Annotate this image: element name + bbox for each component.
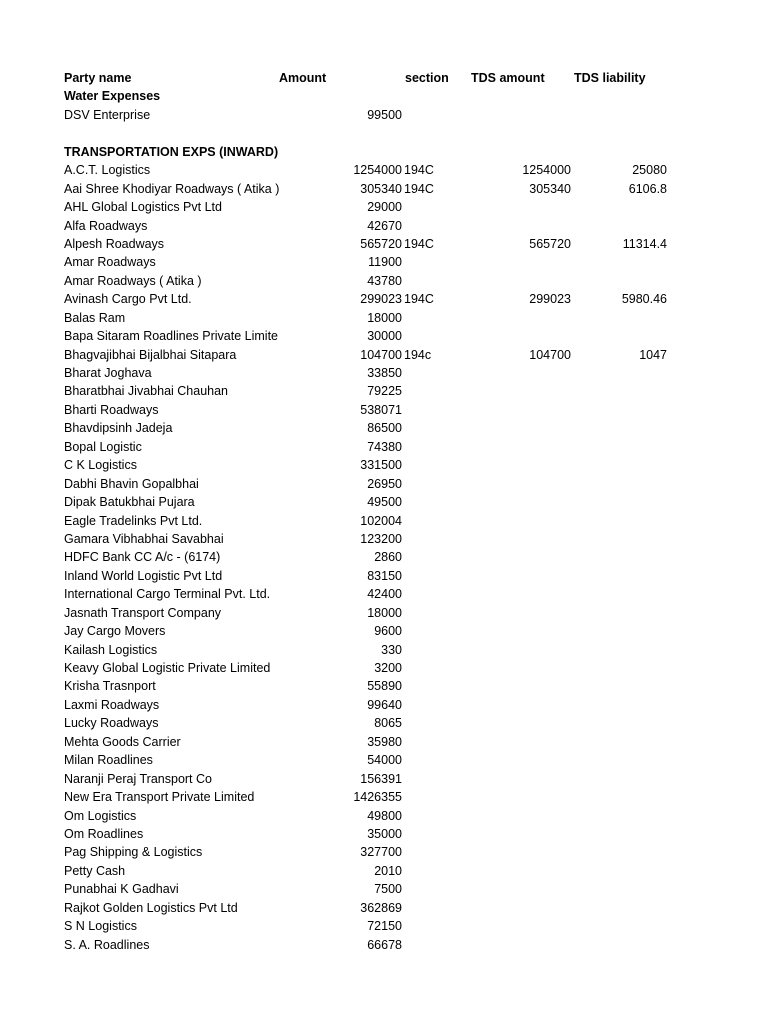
party-name-cell: Dabhi Bhavin Gopalbhai — [64, 476, 199, 491]
party-name-cell: AHL Global Logistics Pvt Ltd — [64, 200, 222, 215]
table-row — [64, 346, 704, 364]
table-row — [64, 382, 704, 400]
table-row — [64, 899, 704, 917]
amount-cell: 565720 — [360, 236, 402, 251]
amount-cell: 104700 — [360, 347, 402, 362]
party-name-cell: Bharatbhai Jivabhai Chauhan — [64, 384, 229, 399]
table-row — [64, 677, 704, 695]
amount-cell: 74380 — [367, 439, 402, 454]
party-name-cell: Mehta Goods Carrier — [64, 734, 181, 749]
party-name-cell: Punabhai K Gadhavi — [64, 882, 179, 897]
table-row — [64, 696, 704, 714]
party-name-cell: S N Logistics — [64, 919, 137, 934]
table-row — [64, 419, 704, 437]
amount-cell: 79225 — [367, 384, 402, 399]
amount-cell: 72150 — [367, 919, 402, 934]
table-row — [64, 567, 704, 585]
table-row — [64, 253, 704, 271]
table-row — [64, 880, 704, 898]
party-name-cell: Aai Shree Khodiyar Roadways ( Atika ) — [64, 181, 280, 196]
table-row — [64, 641, 704, 659]
table-row — [64, 604, 704, 622]
party-name-cell: Bharat Joghava — [64, 366, 152, 380]
header-tds-liability: TDS liability — [574, 71, 646, 85]
tds-amount-cell: 1254000 — [522, 163, 571, 178]
amount-cell: 55890 — [367, 679, 402, 694]
amount-cell: 33850 — [367, 366, 402, 380]
table-row — [64, 235, 704, 253]
table-row — [64, 751, 704, 769]
tds-sheet — [64, 69, 704, 954]
party-name-cell: Avinash Cargo Pvt Ltd. — [64, 292, 192, 307]
party-name-cell: Rajkot Golden Logistics Pvt Ltd — [64, 900, 238, 915]
tds-amount-cell: 305340 — [529, 181, 571, 196]
amount-cell: 99500 — [367, 107, 402, 122]
header-section: section — [405, 71, 449, 85]
party-name-cell: Eagle Tradelinks Pvt Ltd. — [64, 513, 203, 528]
table-row — [64, 936, 704, 954]
amount-cell: 26950 — [367, 476, 402, 491]
tds-liability-cell: 25080 — [632, 163, 667, 178]
amount-cell: 8065 — [374, 716, 402, 731]
table-row — [64, 917, 704, 935]
group-title-row — [64, 87, 704, 105]
table-row — [64, 659, 704, 677]
party-name-cell: Gamara Vibhabhai Savabhai — [64, 531, 224, 546]
table-row — [64, 530, 704, 548]
amount-cell: 331500 — [360, 458, 402, 473]
amount-cell: 156391 — [360, 771, 402, 786]
table-row — [64, 825, 704, 843]
party-name-cell: A.C.T. Logistics — [64, 163, 151, 178]
header-amount: Amount — [279, 71, 327, 85]
amount-cell: 362869 — [360, 900, 402, 915]
table-row — [64, 475, 704, 493]
table-row — [64, 714, 704, 732]
tds-liability-cell: 11314.4 — [622, 236, 667, 251]
table-row — [64, 106, 704, 124]
table-row — [64, 493, 704, 511]
tds-amount-cell: 565720 — [529, 236, 571, 251]
party-name-cell: Pag Shipping & Logistics — [64, 845, 203, 860]
party-name-cell: Balas Ram — [64, 310, 126, 325]
amount-cell: 11900 — [368, 255, 402, 270]
amount-cell: 42670 — [367, 218, 402, 233]
amount-cell: 86500 — [367, 421, 402, 436]
party-name-cell: Krisha Trasnport — [64, 679, 156, 694]
amount-cell: 18000 — [367, 605, 402, 620]
amount-cell: 102004 — [360, 513, 402, 528]
table-row — [64, 807, 704, 825]
table-row — [64, 438, 704, 456]
amount-cell: 538071 — [360, 402, 402, 417]
amount-cell: 42400 — [367, 587, 402, 602]
table-row — [64, 843, 704, 861]
amount-cell: 99640 — [367, 697, 402, 712]
party-name-cell: Jay Cargo Movers — [64, 624, 166, 639]
table-row — [64, 161, 704, 179]
amount-cell: 49500 — [367, 495, 402, 510]
tds-amount-cell: 299023 — [529, 292, 571, 307]
party-name-cell: Jasnath Transport Company — [64, 605, 222, 620]
spacer-row — [64, 124, 704, 142]
tds-liability-cell: 6106.8 — [628, 181, 667, 196]
amount-cell: 18000 — [367, 310, 402, 325]
section-cell: 194C — [404, 181, 434, 196]
group-title: TRANSPORTATION EXPS (INWARD) — [64, 144, 279, 159]
party-name-cell: Amar Roadways — [64, 255, 156, 270]
table-row — [64, 309, 704, 327]
table-row — [64, 401, 704, 419]
party-name-cell: Kailash Logistics — [64, 642, 158, 657]
table-row — [64, 733, 704, 751]
header-party-name: Party name — [64, 71, 132, 85]
amount-cell: 49800 — [367, 808, 402, 823]
table-row — [64, 770, 704, 788]
amount-cell: 2860 — [374, 550, 402, 565]
amount-cell: 35980 — [367, 734, 402, 749]
party-name-cell: Laxmi Roadways — [64, 697, 160, 712]
amount-cell: 43780 — [367, 273, 402, 288]
amount-cell: 1426355 — [353, 790, 402, 805]
tds-liability-cell: 5980.46 — [621, 292, 667, 307]
party-name-cell: Bharti Roadways — [64, 402, 159, 417]
amount-cell: 299023 — [360, 292, 402, 307]
party-name-cell: HDFC Bank CC A/c - (6174) — [64, 550, 221, 565]
amount-cell: 123200 — [360, 531, 402, 546]
party-name-cell: Petty Cash — [64, 863, 126, 878]
amount-cell: 1254000 — [353, 163, 402, 178]
table-row — [64, 180, 704, 198]
party-name-cell: Om Logistics — [64, 808, 137, 823]
header-row — [64, 69, 704, 87]
party-name-cell: New Era Transport Private Limited — [64, 790, 255, 805]
group-title: Water Expenses — [64, 89, 161, 104]
section-cell: 194C — [404, 292, 434, 307]
table-row — [64, 456, 704, 474]
group-title-row — [64, 143, 704, 161]
party-name-cell: Bopal Logistic — [64, 439, 142, 454]
table-row — [64, 217, 704, 235]
party-name-cell: DSV Enterprise — [64, 107, 151, 122]
table-row — [64, 290, 704, 308]
party-name-cell: Alfa Roadways — [64, 218, 148, 233]
party-name-cell: C K Logistics — [64, 458, 137, 473]
party-name-cell: S. A. Roadlines — [64, 937, 150, 952]
table-row — [64, 622, 704, 640]
table-body — [64, 87, 704, 954]
table-row — [64, 364, 704, 382]
party-name-cell: Lucky Roadways — [64, 716, 159, 731]
header-tds-amount: TDS amount — [471, 71, 545, 85]
section-cell: 194C — [404, 163, 434, 178]
party-name-cell: Alpesh Roadways — [64, 236, 165, 251]
amount-cell: 29000 — [367, 200, 402, 215]
amount-cell: 9600 — [374, 624, 402, 639]
party-name-cell: Bhavdipsinh Jadeja — [64, 421, 173, 436]
table-row — [64, 512, 704, 530]
section-cell: 194c — [404, 347, 432, 362]
table-row — [64, 548, 704, 566]
table-row — [64, 327, 704, 345]
party-name-cell: Keavy Global Logistic Private Limited — [64, 661, 271, 675]
party-name-cell: Om Roadlines — [64, 826, 144, 841]
party-name-cell: Milan Roadlines — [64, 753, 153, 768]
party-name-cell: Dipak Batukbhai Pujara — [64, 495, 195, 510]
amount-cell: 30000 — [367, 329, 402, 344]
tds-amount-cell: 104700 — [529, 347, 571, 362]
amount-cell: 66678 — [367, 937, 402, 952]
amount-cell: 327700 — [360, 845, 402, 860]
party-name-cell: Bhagvajibhai Bijalbhai Sitapara — [64, 347, 237, 362]
amount-cell: 305340 — [360, 181, 402, 196]
table-row — [64, 272, 704, 290]
tds-liability-cell: 1047 — [639, 347, 667, 362]
party-name-cell: International Cargo Terminal Pvt. Ltd. — [64, 587, 271, 602]
amount-cell: 54000 — [367, 753, 402, 768]
party-name-cell: Naranji Peraj Transport Co — [64, 771, 212, 786]
party-name-cell: Inland World Logistic Pvt Ltd — [64, 568, 223, 583]
amount-cell: 3200 — [374, 661, 402, 675]
amount-cell: 83150 — [367, 568, 402, 583]
party-name-cell: Bapa Sitaram Roadlines Private Limite — [64, 329, 278, 344]
party-name-cell: Amar Roadways ( Atika ) — [64, 273, 202, 288]
table-row — [64, 788, 704, 806]
amount-cell: 7500 — [374, 882, 402, 897]
section-cell: 194C — [404, 236, 434, 251]
table-row — [64, 198, 704, 216]
table-row — [64, 585, 704, 603]
amount-cell: 35000 — [367, 826, 402, 841]
amount-cell: 2010 — [374, 863, 402, 878]
table-row — [64, 862, 704, 880]
amount-cell: 330 — [381, 642, 402, 657]
